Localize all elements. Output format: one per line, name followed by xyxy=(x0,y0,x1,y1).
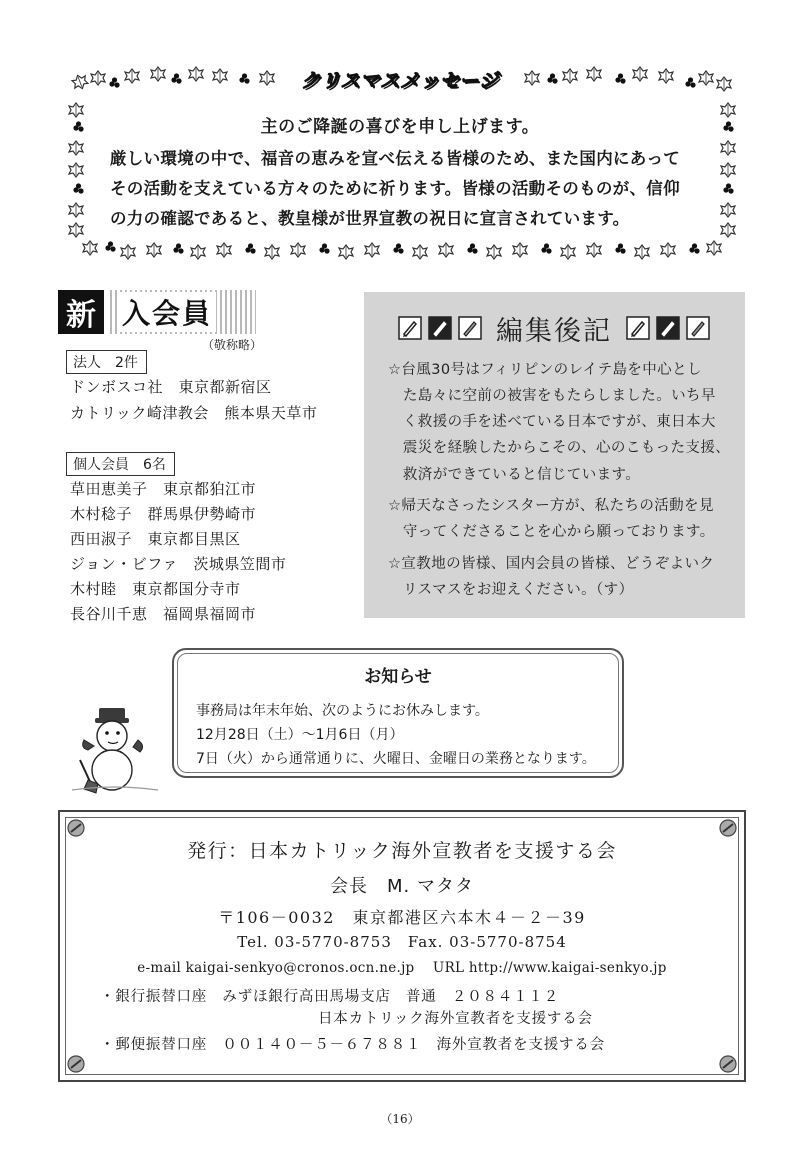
list-item: カトリック崎津教会 熊本県天草市 xyxy=(70,404,318,422)
bank-account-name: 日本カトリック海外宣教者を支援する会 xyxy=(318,1011,593,1027)
new-members-heading xyxy=(58,290,256,334)
list-item: 木村睦 東京都国分寺市 xyxy=(70,580,241,598)
notice-line: 7日（火）から通常通りに、火曜日、金曜日の業務となります。 xyxy=(196,751,596,767)
note-line: く救援の手を述べている日本ですが、東日本大 xyxy=(388,414,716,430)
list-item: 木村稔子 群馬県伊勢崎市 xyxy=(70,505,257,523)
bank-account-line: ・銀行振替口座 みずほ銀行高田馬場支店 普通 ２０８４１１２ xyxy=(100,989,559,1005)
honorific-note: （敬称略） xyxy=(202,338,263,352)
list-item: 長谷川千恵 福岡県福岡市 xyxy=(70,605,257,623)
note-line: 守ってくださることを心から願っております。 xyxy=(388,524,715,540)
holly-leaf-icon xyxy=(525,67,731,91)
notice-title: お知らせ xyxy=(364,667,432,687)
note-line: リスマスをお迎えください。（す） xyxy=(388,582,634,598)
screw-icon xyxy=(66,1054,86,1074)
note-line: ☆台風30号はフィリピンのレイテ島を中心とし xyxy=(388,362,702,378)
message-line: の力の確認であると、教皇様が世界宣教の祝日に宣言されています。 xyxy=(110,209,630,228)
postal-account-line: ・郵便振替口座 ００１４０－５－６７８８１ 海外宣教者を支援する会 xyxy=(100,1037,605,1053)
publisher-contact: e-mail kaigai-senkyo@cronos.ocn.ne.jp URL http://www.kaigai-senkyo.jp xyxy=(137,960,667,976)
list-item: 草田恵美子 東京都狛江市 xyxy=(70,480,257,498)
heading-text: 入会員 xyxy=(118,292,216,332)
publisher-president: 会長 M. マタタ xyxy=(330,876,474,897)
snowman-icon xyxy=(70,700,160,795)
message-line: その活動を支えている方々のために祈ります。皆様の活動そのものが、信仰 xyxy=(110,179,680,198)
christmas-message-body xyxy=(110,144,710,234)
pen-icon xyxy=(428,316,452,340)
publisher-phone: Tel. 03-5770-8753 Fax. 03-5770-8754 xyxy=(237,933,567,951)
list-item: 西田淑子 東京都目黒区 xyxy=(70,530,241,548)
christmas-greeting: 主のご降誕の喜びを申し上げます。 xyxy=(260,117,540,137)
pen-icon xyxy=(398,316,422,340)
pen-icon xyxy=(626,316,650,340)
page-number: （16） xyxy=(380,1112,420,1126)
notice-line: 12月28日（土）～1月6日（月） xyxy=(196,727,404,743)
christmas-message-title: クリスマスメッセージ xyxy=(300,69,500,92)
message-line: 厳しい環境の中で、福音の恵みを宣べ伝える皆様のため、また国内にあって xyxy=(110,149,681,168)
heading-stripe xyxy=(110,290,256,334)
list-item: ジョン・ビファ 茨城県笠間市 xyxy=(70,555,287,573)
note-line: ☆帰天なさったシスター方が、私たちの活動を見 xyxy=(388,498,714,514)
editor-notes-heading: 編集後記 xyxy=(496,315,612,347)
pen-icon xyxy=(458,316,482,340)
publisher-address: 〒106－0032 東京都港区六本木４－２－39 xyxy=(218,908,586,927)
corporate-label: 法人 2件 xyxy=(66,350,147,374)
note-line: た島々に空前の被害をもたらしました。いち早 xyxy=(388,388,716,404)
pen-icon xyxy=(656,316,680,340)
note-line: 救済ができていると信じています。 xyxy=(388,467,641,483)
individual-label: 個人会員 6名 xyxy=(66,452,175,476)
pen-icon xyxy=(686,316,710,340)
screw-icon xyxy=(718,818,738,838)
list-item: ドンボスコ社 東京都新宿区 xyxy=(70,378,272,396)
editor-notes-title xyxy=(394,312,714,347)
heading-kanji: 新 xyxy=(58,290,104,334)
holly-leaf-icon xyxy=(83,241,721,259)
screw-icon xyxy=(66,818,86,838)
note-line: ☆宣教地の皆様、国内会員の皆様、どうぞよいク xyxy=(388,556,715,572)
screw-icon xyxy=(718,1054,738,1074)
holly-leaf-icon xyxy=(71,67,274,91)
publisher-issuer: 発行：日本カトリック海外宣教者を支援する会 xyxy=(187,840,617,862)
notice-line: 事務局は年末年始、次のようにお休みします。 xyxy=(196,703,489,719)
note-line: 震災を経験したからこその、心のこもった支援、 xyxy=(388,440,731,456)
